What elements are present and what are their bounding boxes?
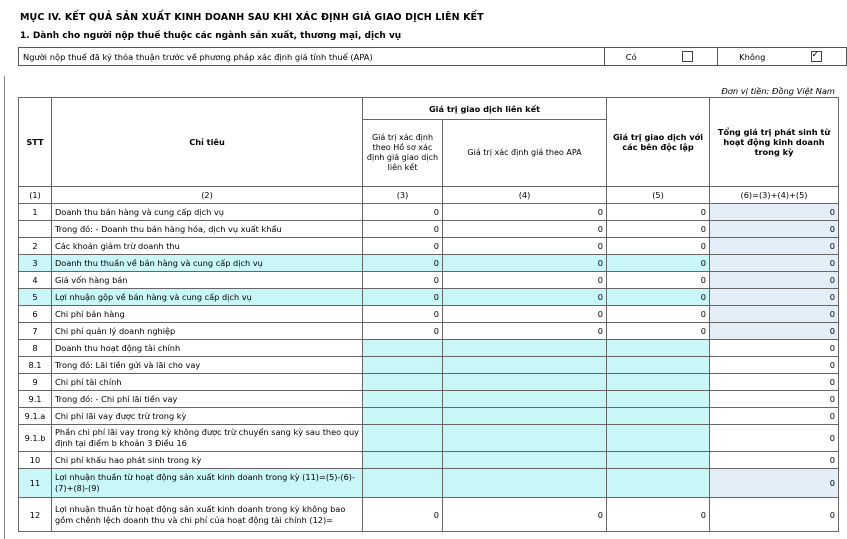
row-stt: 8.1 (19, 357, 52, 374)
header-independent: Giá trị giao dịch với các bên độc lập (607, 98, 710, 187)
independent-cell (607, 391, 710, 408)
total-cell[interactable]: 0 (710, 340, 839, 357)
related-file-cell (363, 391, 443, 408)
table-row (19, 408, 839, 425)
independent-cell (607, 374, 710, 391)
row-stt (19, 221, 52, 238)
table-row (19, 204, 839, 221)
total-cell: 0 (710, 221, 839, 238)
col-number: (2) (52, 187, 363, 204)
independent-cell (607, 408, 710, 425)
row-stt: 10 (19, 452, 52, 469)
related-file-cell[interactable]: 0 (363, 272, 443, 289)
independent-cell: 0 (607, 498, 710, 532)
table-row (19, 498, 839, 532)
table-row (19, 374, 839, 391)
column-number-row (19, 187, 839, 204)
left-frame-border (4, 76, 5, 539)
related-apa-cell[interactable]: 0 (443, 221, 607, 238)
table-row (19, 452, 839, 469)
row-stt: 9.1.b (19, 425, 52, 452)
col-number: (4) (443, 187, 607, 204)
row-label: Trong đó: - Doanh thu bán hàng hóa, dịch vụ xuất khẩu (52, 221, 363, 238)
independent-cell (607, 425, 710, 452)
related-file-cell (363, 408, 443, 425)
total-cell[interactable]: 0 (710, 391, 839, 408)
total-cell[interactable]: 0 (710, 374, 839, 391)
related-file-cell (363, 357, 443, 374)
row-stt: 12 (19, 498, 52, 532)
independent-cell[interactable]: 0 (607, 306, 710, 323)
total-cell: 0 (710, 323, 839, 340)
related-apa-cell: 0 (443, 498, 607, 532)
independent-cell[interactable]: 0 (607, 323, 710, 340)
independent-cell: 0 (607, 289, 710, 306)
related-file-cell (363, 469, 443, 498)
related-apa-cell (443, 340, 607, 357)
row-label: Trong đó: - Chi phí lãi tiền vay (52, 391, 363, 408)
row-stt: 5 (19, 289, 52, 306)
total-cell: 0 (710, 204, 839, 221)
header-criteria: Chỉ tiêu (52, 98, 363, 187)
related-file-cell: 0 (363, 255, 443, 272)
total-cell: 0 (710, 469, 839, 498)
row-label: Giá vốn hàng bán (52, 272, 363, 289)
col-number: (1) (19, 187, 52, 204)
apa-yes-label: Có (604, 48, 657, 66)
table-row (19, 255, 839, 272)
table-row (19, 238, 839, 255)
row-stt: 1 (19, 204, 52, 221)
related-file-cell[interactable]: 0 (363, 306, 443, 323)
business-results-table (18, 97, 839, 532)
independent-cell[interactable]: 0 (607, 272, 710, 289)
related-apa-cell: 0 (443, 289, 607, 306)
row-stt: 4 (19, 272, 52, 289)
apa-table (18, 47, 847, 66)
related-apa-cell (443, 425, 607, 452)
row-label: Lợi nhuận gộp về bán hàng và cung cấp dịch vụ (52, 289, 363, 306)
total-cell: 0 (710, 289, 839, 306)
currency-unit-note: Đơn vị tiền: Đồng Việt Nam (721, 86, 835, 96)
row-label: Doanh thu hoạt động tài chính (52, 340, 363, 357)
related-file-cell (363, 340, 443, 357)
row-stt: 11 (19, 469, 52, 498)
row-label: Các khoản giảm trừ doanh thu (52, 238, 363, 255)
related-file-cell (363, 425, 443, 452)
related-apa-cell[interactable]: 0 (443, 323, 607, 340)
related-file-cell (363, 452, 443, 469)
independent-cell (607, 357, 710, 374)
row-label: Chi phí quản lý doanh nghiệp (52, 323, 363, 340)
independent-cell: 0 (607, 255, 710, 272)
related-apa-cell[interactable]: 0 (443, 238, 607, 255)
independent-cell (607, 452, 710, 469)
related-apa-cell (443, 391, 607, 408)
related-apa-cell[interactable]: 0 (443, 306, 607, 323)
row-stt: 9.1 (19, 391, 52, 408)
related-file-cell[interactable]: 0 (363, 204, 443, 221)
header-related-group: Giá trị giao dịch liên kết (363, 98, 607, 120)
apa-yes-checkbox[interactable] (682, 51, 693, 62)
independent-cell[interactable]: 0 (607, 204, 710, 221)
row-stt: 9 (19, 374, 52, 391)
row-label: Doanh thu bán hàng và cung cấp dịch vụ (52, 204, 363, 221)
related-file-cell[interactable]: 0 (363, 221, 443, 238)
independent-cell (607, 469, 710, 498)
apa-no-checkbox[interactable] (811, 51, 822, 62)
col-number: (6)=(3)+(4)+(5) (710, 187, 839, 204)
table-row (19, 221, 839, 238)
independent-cell (607, 340, 710, 357)
row-label: Trong đó: Lãi tiền gửi và lãi cho vay (52, 357, 363, 374)
table-row (19, 272, 839, 289)
row-stt: 2 (19, 238, 52, 255)
related-file-cell: 0 (363, 498, 443, 532)
related-file-cell[interactable]: 0 (363, 323, 443, 340)
related-file-cell: 0 (363, 289, 443, 306)
total-cell[interactable]: 0 (710, 357, 839, 374)
row-stt: 6 (19, 306, 52, 323)
related-apa-cell[interactable]: 0 (443, 204, 607, 221)
related-apa-cell: 0 (443, 255, 607, 272)
total-cell: 0 (710, 498, 839, 532)
subsection-title: 1. Dành cho người nộp thuế thuộc các ngành sản xuất, thương mại, dịch vụ (20, 31, 402, 41)
table-row (19, 340, 839, 357)
header-total: Tổng giá trị phát sinh từ hoạt động kinh doanh trong kỳ (710, 98, 839, 187)
apa-question: Người nộp thuế đã ký thỏa thuận trước về phương pháp xác định giá tính thuế (APA) (19, 48, 605, 66)
total-cell: 0 (710, 238, 839, 255)
row-label: Phần chi phí lãi vay trong kỳ không được trừ chuyển sang kỳ sau theo quy định tại điểm b khoản 3 Điều 16 (52, 425, 363, 452)
row-label: Chi phí bán hàng (52, 306, 363, 323)
row-label: Doanh thu thuần về bán hàng và cung cấp dịch vụ (52, 255, 363, 272)
related-apa-cell (443, 452, 607, 469)
row-stt: 7 (19, 323, 52, 340)
row-stt: 9.1.a (19, 408, 52, 425)
check-mark-icon: ✓ (811, 50, 820, 60)
row-label: Lợi nhuận thuần từ hoạt động sản xuất kinh doanh trong kỳ (11)=(5)-(6)-(7)+(8)-(9) (52, 469, 363, 498)
total-cell: 0 (710, 306, 839, 323)
table-row (19, 425, 839, 452)
col-number: (5) (607, 187, 710, 204)
total-cell: 0 (710, 255, 839, 272)
related-file-cell[interactable]: 0 (363, 238, 443, 255)
header-related-apa: Giá trị xác định giá theo APA (443, 120, 607, 187)
row-stt: 3 (19, 255, 52, 272)
related-file-cell (363, 374, 443, 391)
table-row (19, 357, 839, 374)
total-cell[interactable]: 0 (710, 452, 839, 469)
table-row (19, 469, 839, 498)
related-apa-cell (443, 374, 607, 391)
related-apa-cell (443, 469, 607, 498)
total-cell[interactable]: 0 (710, 425, 839, 452)
section-title: MỤC IV. KẾT QUẢ SẢN XUẤT KINH DOANH SAU KHI XÁC ĐỊNH GIÁ GIAO DỊCH LIÊN KẾT (20, 12, 484, 23)
table-row (19, 391, 839, 408)
table-row (19, 323, 839, 340)
col-number: (3) (363, 187, 443, 204)
apa-no-label: Không (718, 48, 786, 66)
total-cell[interactable]: 0 (710, 408, 839, 425)
table-row (19, 306, 839, 323)
independent-cell[interactable]: 0 (607, 221, 710, 238)
row-stt: 8 (19, 340, 52, 357)
related-apa-cell[interactable]: 0 (443, 272, 607, 289)
related-apa-cell (443, 357, 607, 374)
row-label: Chi phí khấu hao phát sinh trong kỳ (52, 452, 363, 469)
row-label: Chi phí lãi vay được trừ trong kỳ (52, 408, 363, 425)
related-apa-cell (443, 408, 607, 425)
independent-cell[interactable]: 0 (607, 238, 710, 255)
row-label: Chi phí tài chính (52, 374, 363, 391)
header-stt: STT (19, 98, 52, 187)
table-row (19, 289, 839, 306)
total-cell: 0 (710, 272, 839, 289)
row-label: Lợi nhuận thuần từ hoạt động sản xuất kinh doanh trong kỳ không bao gồm chênh lệch doanh thu và chi phí của hoạt động tài chính (12)= (52, 498, 363, 532)
header-related-file: Giá trị xác định theo Hồ sơ xác định giá giao dịch liên kết (363, 120, 443, 187)
